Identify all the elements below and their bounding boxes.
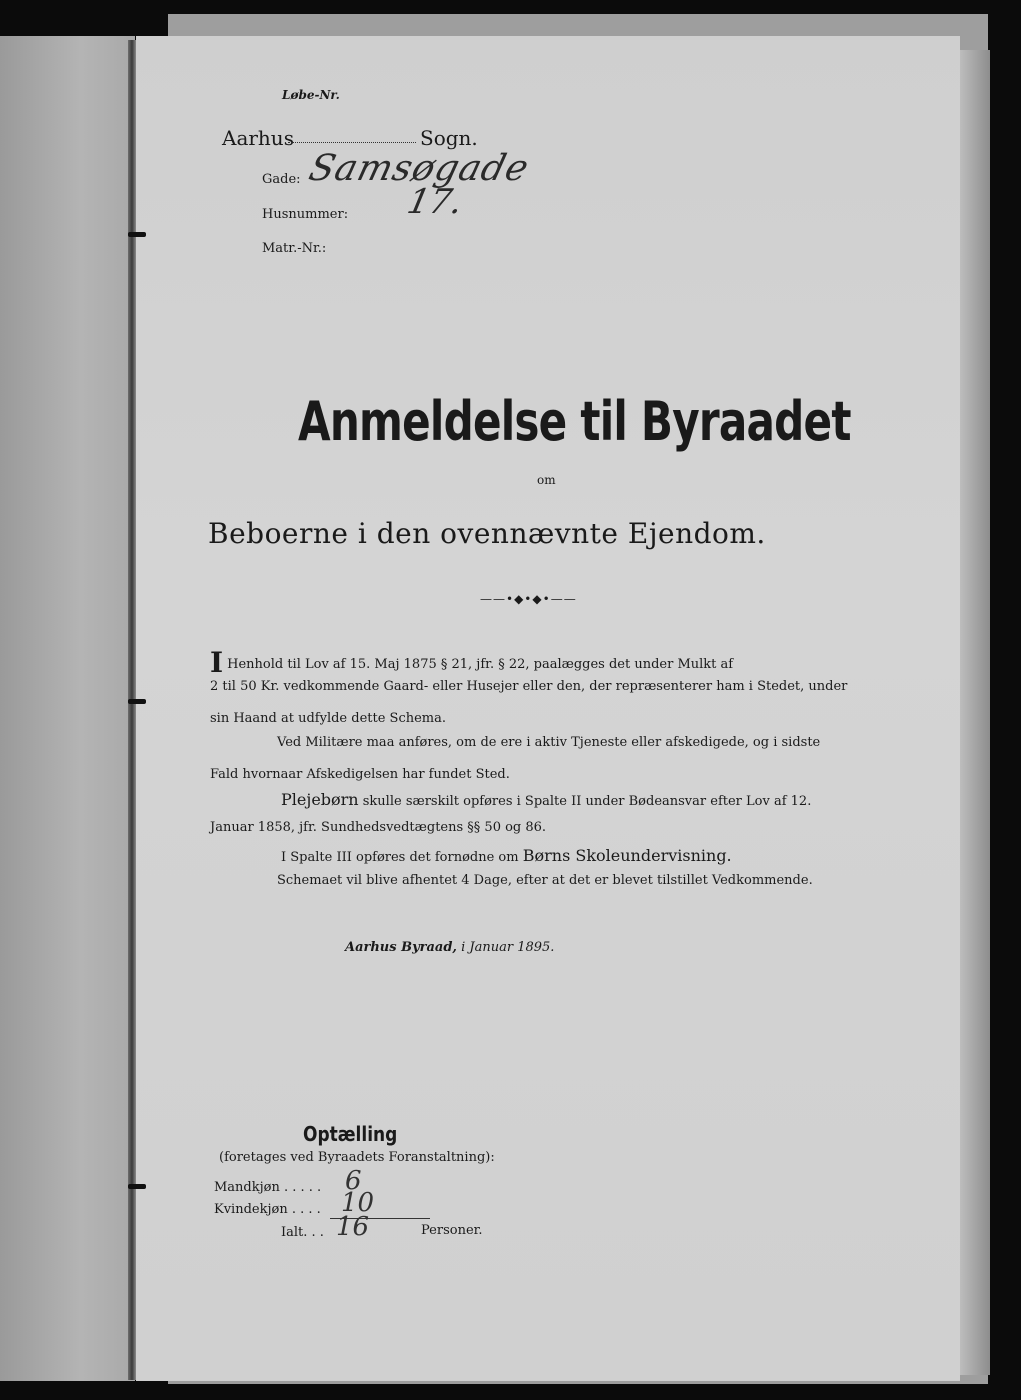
drop-cap: I <box>210 646 224 679</box>
paragraph-1-line-3: sin Haand at udfylde dette Schema. <box>210 711 447 726</box>
document-subtitle: Beboerne i den ovennævnte Ejendom. <box>208 517 766 550</box>
male-count-label: Mandkjøn . . . . . <box>214 1180 322 1195</box>
total-count-value: 16 <box>336 1212 370 1242</box>
paragraph-3-line-1: Plejebørn skulle særskilt opføres i Spalte II under Bødeansvar efter Lov af 12. <box>281 790 812 809</box>
binding-mark <box>128 232 146 237</box>
total-count-label: Ialt. . . <box>281 1225 324 1240</box>
gade-handwritten-value: Samsøgade <box>304 148 534 189</box>
ornament-divider: ——•◆•◆•—— <box>480 592 577 606</box>
left-page <box>0 36 135 1381</box>
female-count-value: 10 <box>341 1188 375 1218</box>
book-spine <box>128 40 136 1380</box>
paragraph-2-line-1: Ved Militære maa anføres, om de ere i aktiv Tjeneste eller afskedigede, og i sidste <box>277 735 821 750</box>
count-subtitle: (foretages ved Byraadets Foranstaltning): <box>219 1150 495 1165</box>
sogn-label: Sogn. <box>420 126 478 150</box>
aarhus-label: Aarhus <box>222 126 294 150</box>
dated-signature: Aarhus Byraad, i Januar 1895. <box>345 940 555 955</box>
sogn-dotted-line <box>288 142 416 143</box>
loebe-nr-label: Løbe-Nr. <box>282 88 340 102</box>
plejeborn-emphasis: Plejebørn <box>281 790 359 809</box>
title-om: om <box>537 473 556 487</box>
husnummer-handwritten-value: 17. <box>403 182 467 222</box>
persons-label: Personer. <box>421 1223 483 1238</box>
male-count-value: 6 <box>345 1166 362 1196</box>
husnummer-label: Husnummer: <box>262 207 349 222</box>
binding-mark <box>128 1184 146 1189</box>
skoleundervisning-emphasis: Børns Skoleundervisning. <box>522 846 732 865</box>
binding-mark <box>128 699 146 704</box>
paragraph-1-line-1: I Henhold til Lov af 15. Maj 1875 § 21, jfr. § 22, paalægges det under Mulkt af <box>210 646 734 679</box>
paragraph-4: I Spalte III opføres det fornødne om Børns Skoleundervisning. <box>281 846 732 865</box>
paragraph-1-line-2: 2 til 50 Kr. vedkommende Gaard- eller Husejer eller den, der repræsenterer ham i Stedet, under <box>210 679 848 694</box>
paragraph-2-line-2: Fald hvornaar Afskedigelsen har fundet Sted. <box>210 767 510 782</box>
document-title: Anmeldelse til Byraadet <box>298 390 851 453</box>
count-title: Optælling <box>303 1122 398 1146</box>
female-count-label: Kvindekjøn . . . . <box>214 1202 321 1217</box>
gade-label: Gade: <box>262 172 301 187</box>
matr-nr-label: Matr.-Nr.: <box>262 241 327 256</box>
paragraph-5: Schemaet vil blive afhentet 4 Dage, efter at det er blevet tilstillet Vedkommende. <box>277 873 813 888</box>
page-edge-right <box>960 50 990 1375</box>
paragraph-3-line-2: Januar 1858, jfr. Sundhedsvedtægtens §§ 50 og 86. <box>210 820 547 835</box>
